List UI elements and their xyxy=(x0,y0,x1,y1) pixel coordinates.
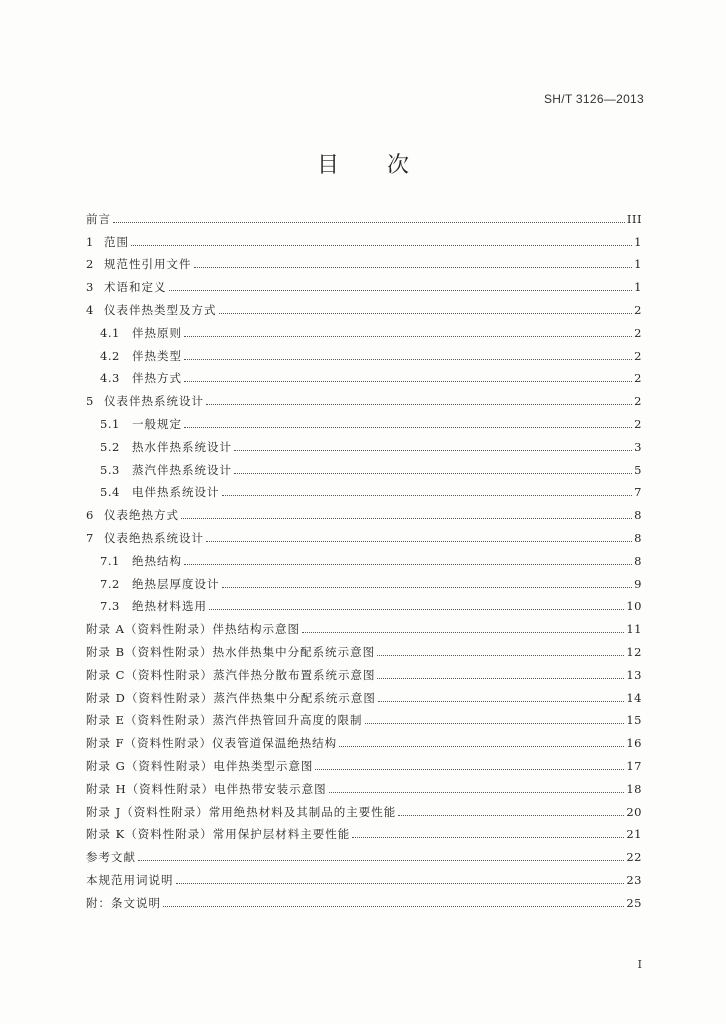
toc-entry-page: 21 xyxy=(626,827,642,842)
toc-entry-page: 9 xyxy=(634,576,642,591)
toc-entry-page: 20 xyxy=(626,804,642,819)
toc-entry-page: 18 xyxy=(626,781,642,796)
toc-entry-page: 8 xyxy=(634,530,642,545)
toc-entry[interactable] xyxy=(86,591,642,614)
toc-entry-label: 术语和定义 xyxy=(104,280,167,295)
toc-entry-page: 1 xyxy=(634,234,642,249)
toc-entry[interactable] xyxy=(86,522,642,545)
toc-entry-number: 7.2 xyxy=(100,576,120,591)
toc-entry[interactable] xyxy=(86,203,642,226)
toc-entry[interactable] xyxy=(86,705,642,728)
toc-entry[interactable] xyxy=(86,545,642,568)
dot-leader xyxy=(206,541,632,542)
toc-entry-number: 4.1 xyxy=(100,325,120,340)
toc-entry-label: 一般规定 xyxy=(132,416,182,431)
dot-leader xyxy=(209,609,624,610)
toc-entry[interactable] xyxy=(86,226,642,249)
toc-entry-label: 仪表绝热方式 xyxy=(104,508,179,523)
toc-entry-label: 附录 F（资料性附录）仪表管道保温绝热结构 xyxy=(86,736,338,751)
dot-leader xyxy=(234,450,632,451)
toc-entry-label: 附录 A（资料性附录）伴热结构示意图 xyxy=(86,622,300,637)
dot-leader xyxy=(184,359,632,360)
toc-entry-label: 附录 H（资料性附录）电伴热带安装示意图 xyxy=(86,781,327,796)
toc-entry-page: 10 xyxy=(626,599,642,614)
toc-entry-label: 规范性引用文件 xyxy=(104,257,192,272)
dot-leader xyxy=(315,769,624,770)
dot-leader xyxy=(184,564,632,565)
page-title: 目次 xyxy=(316,153,457,178)
toc-entry-label: 绝热材料选用 xyxy=(132,599,207,614)
toc-entry-label: 附录 G（资料性附录）电伴热类型示意图 xyxy=(86,758,314,773)
toc-entry-number: 5.4 xyxy=(100,485,120,500)
toc-entry-number: 5.2 xyxy=(100,439,120,454)
toc-entry-label: 附录 E（资料性附录）蒸汽伴热管回升高度的限制 xyxy=(86,713,363,728)
toc-entry-label: 伴热方式 xyxy=(132,371,182,386)
toc-entry-page: 22 xyxy=(626,850,642,865)
standard-code: SH/T 3126—2013 xyxy=(543,92,644,106)
toc-entry[interactable] xyxy=(86,294,642,317)
dot-leader xyxy=(184,427,632,428)
toc-entry-page: 2 xyxy=(634,371,642,386)
toc-entry-number: 5.1 xyxy=(100,416,120,431)
toc-entry-label: 仪表伴热类型及方式 xyxy=(104,302,217,317)
toc-entry-number: 7.3 xyxy=(100,599,120,614)
dot-leader xyxy=(329,792,625,793)
dot-leader xyxy=(222,495,633,496)
toc-entry[interactable] xyxy=(86,499,642,522)
dot-leader xyxy=(138,860,624,861)
dot-leader xyxy=(184,381,632,382)
dot-leader xyxy=(219,313,633,314)
toc-entry-page: 23 xyxy=(626,872,642,887)
dot-leader xyxy=(113,222,625,223)
toc-entry[interactable] xyxy=(86,568,642,591)
toc-entry-page: III xyxy=(626,211,642,226)
dot-leader xyxy=(302,632,624,633)
toc-entry-page: 25 xyxy=(626,895,642,910)
toc-entry[interactable] xyxy=(86,271,642,294)
toc-entry[interactable] xyxy=(86,773,642,796)
toc-entry-number: 5 xyxy=(86,394,94,409)
toc-entry-page: 5 xyxy=(634,462,642,477)
toc-entry-page: 8 xyxy=(634,508,642,523)
toc-entry-page: 17 xyxy=(626,758,642,773)
table-of-contents xyxy=(86,203,642,910)
dot-leader xyxy=(206,404,632,405)
toc-entry[interactable] xyxy=(86,385,642,408)
toc-entry-page: 13 xyxy=(626,667,642,682)
toc-entry[interactable] xyxy=(86,796,642,819)
toc-entry[interactable] xyxy=(86,727,642,750)
toc-entry-number: 3 xyxy=(86,280,94,295)
toc-entry-page: 12 xyxy=(626,644,642,659)
toc-entry[interactable] xyxy=(86,454,642,477)
toc-entry-label: 仪表伴热系统设计 xyxy=(104,394,204,409)
toc-entry[interactable] xyxy=(86,819,642,842)
dot-leader xyxy=(234,473,632,474)
dot-leader xyxy=(169,290,633,291)
toc-entry-label: 绝热结构 xyxy=(132,553,182,568)
toc-entry-label: 伴热原则 xyxy=(132,325,182,340)
toc-entry-number: 5.3 xyxy=(100,462,120,477)
toc-entry[interactable] xyxy=(86,431,642,454)
dot-leader xyxy=(352,837,624,838)
toc-entry-page: 16 xyxy=(626,736,642,751)
toc-entry[interactable] xyxy=(86,659,642,682)
dot-leader xyxy=(398,815,624,816)
toc-entry-page: 1 xyxy=(634,280,642,295)
toc-entry-label: 附录 C（资料性附录）蒸汽伴热分散布置系统示意图 xyxy=(86,667,376,682)
dot-leader xyxy=(181,518,632,519)
toc-entry-label: 范围 xyxy=(104,234,129,249)
toc-entry[interactable] xyxy=(86,477,642,500)
toc-entry-page: 3 xyxy=(634,439,642,454)
toc-entry-number: 1 xyxy=(86,234,94,249)
toc-entry-number: 7.1 xyxy=(100,553,120,568)
toc-entry[interactable] xyxy=(86,340,642,363)
toc-entry[interactable] xyxy=(86,317,642,340)
toc-entry-label: 附：条文说明 xyxy=(86,895,161,910)
toc-entry-label: 附录 D（资料性附录）蒸汽伴热集中分配系统示意图 xyxy=(86,690,376,705)
toc-entry-label: 蒸汽伴热系统设计 xyxy=(132,462,232,477)
dot-leader xyxy=(365,723,625,724)
toc-entry[interactable] xyxy=(86,887,642,910)
dot-leader xyxy=(377,655,624,656)
toc-entry[interactable] xyxy=(86,841,642,864)
toc-entry-label: 附录 B（资料性附录）热水伴热集中分配系统示意图 xyxy=(86,644,376,659)
toc-entry[interactable] xyxy=(86,864,642,887)
toc-entry[interactable] xyxy=(86,363,642,386)
dot-leader xyxy=(194,267,633,268)
toc-entry[interactable] xyxy=(86,636,642,659)
dot-leader xyxy=(339,746,624,747)
toc-entry-page: 2 xyxy=(634,302,642,317)
toc-entry-label: 绝热层厚度设计 xyxy=(132,576,220,591)
toc-entry-label: 本规范用词说明 xyxy=(86,872,174,887)
toc-entry-label: 前言 xyxy=(86,211,111,226)
dot-leader xyxy=(377,678,624,679)
toc-entry[interactable] xyxy=(86,613,642,636)
dot-leader xyxy=(222,587,633,588)
toc-entry-label: 电伴热系统设计 xyxy=(132,485,220,500)
toc-entry-label: 仪表绝热系统设计 xyxy=(104,530,204,545)
dot-leader xyxy=(378,701,624,702)
toc-entry-page: 7 xyxy=(634,485,642,500)
toc-entry-number: 6 xyxy=(86,508,94,523)
dot-leader xyxy=(184,336,632,337)
toc-entry-label: 附录 J（资料性附录）常用绝热材料及其制品的主要性能 xyxy=(86,804,397,819)
toc-entry-page: 2 xyxy=(634,325,642,340)
toc-entry-number: 4.2 xyxy=(100,348,120,363)
toc-entry-label: 伴热类型 xyxy=(132,348,182,363)
toc-entry-page: 11 xyxy=(626,622,642,637)
dot-leader xyxy=(163,906,624,907)
toc-entry-page: 14 xyxy=(626,690,642,705)
toc-entry-page: 2 xyxy=(634,394,642,409)
toc-entry[interactable] xyxy=(86,249,642,272)
toc-entry[interactable] xyxy=(86,682,642,705)
toc-entry-label: 附录 K（资料性附录）常用保护层材料主要性能 xyxy=(86,827,351,842)
toc-entry-label: 热水伴热系统设计 xyxy=(132,439,232,454)
dot-leader xyxy=(176,883,625,884)
toc-entry-page: 1 xyxy=(634,257,642,272)
toc-entry-label: 参考文献 xyxy=(86,850,136,865)
toc-entry[interactable] xyxy=(86,750,642,773)
toc-entry-number: 2 xyxy=(86,257,94,272)
toc-entry-page: 15 xyxy=(626,713,642,728)
toc-entry-number: 4 xyxy=(86,302,94,317)
toc-entry-page: 8 xyxy=(634,553,642,568)
page-number: I xyxy=(637,958,642,971)
toc-entry-number: 4.3 xyxy=(100,371,120,386)
toc-entry-page: 2 xyxy=(634,416,642,431)
toc-entry-page: 2 xyxy=(634,348,642,363)
toc-entry[interactable] xyxy=(86,408,642,431)
toc-entry-number: 7 xyxy=(86,530,94,545)
dot-leader xyxy=(131,245,632,246)
